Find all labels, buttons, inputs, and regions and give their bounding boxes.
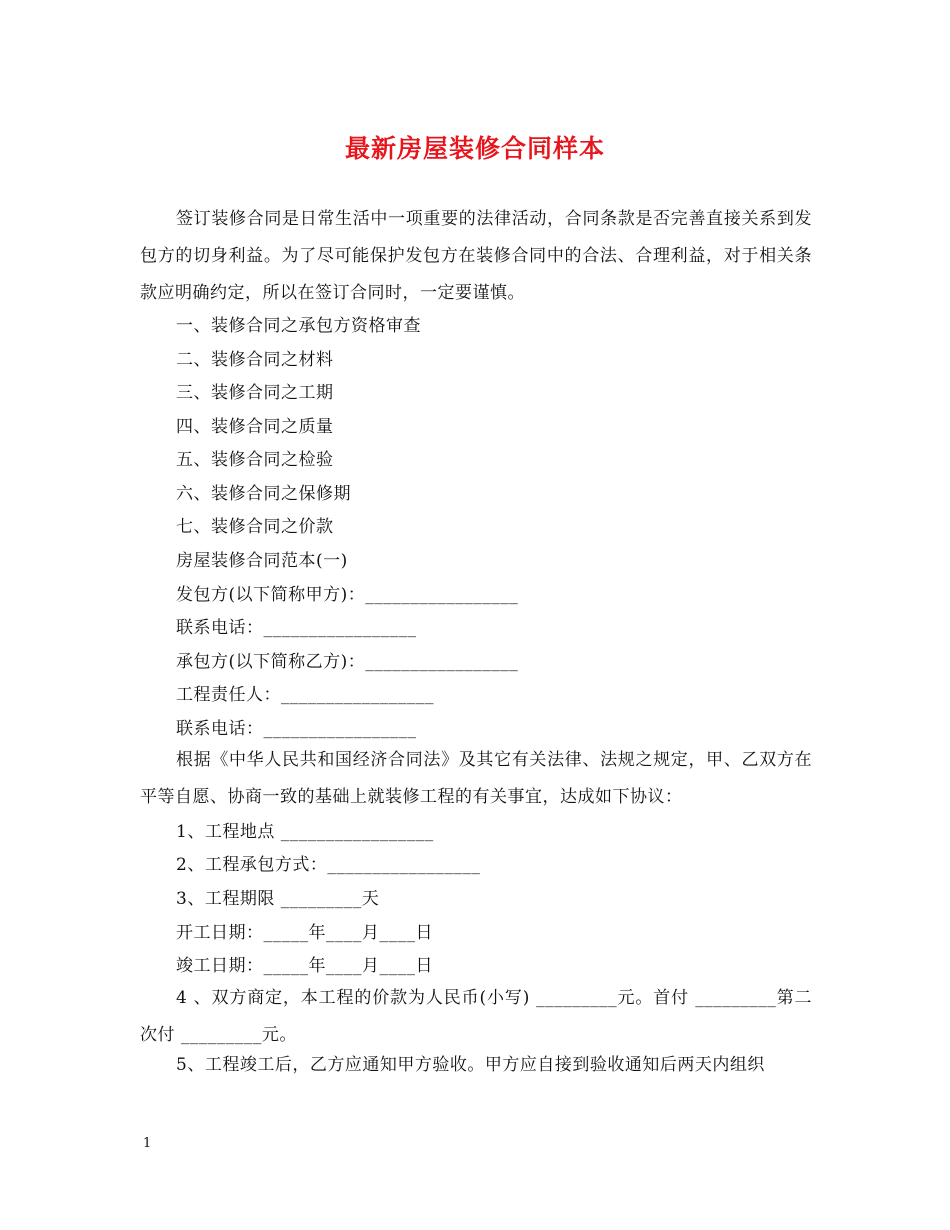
sample-title: 房屋装修合同范本(一) bbox=[176, 551, 348, 571]
clause-2: 2、工程承包方式：_________________ bbox=[176, 855, 481, 875]
party-a-field: 发包方(以下简称甲方)：_________________ bbox=[176, 585, 519, 605]
clause-4-paragraph: 4 、双方商定，本工程的价款为人民币(小写) _________元。首付 _________第二次付 _________元。 bbox=[140, 988, 812, 1045]
toc-item-6: 六、装修合同之保修期 bbox=[176, 484, 351, 504]
clause-3: 3、工程期限 _________天 bbox=[176, 889, 380, 909]
end-date-field: 竣工日期：_____年____月____日 bbox=[176, 956, 433, 976]
page-number: 1 bbox=[143, 1136, 152, 1151]
phone-a-field: 联系电话：_________________ bbox=[176, 618, 417, 638]
toc-item-1: 一、装修合同之承包方资格审查 bbox=[176, 316, 421, 336]
start-date-field: 开工日期：_____年____月____日 bbox=[176, 923, 433, 943]
preamble-paragraph: 根据《中华人民共和国经济合同法》及其它有关法律、法规之规定，甲、乙双方在平等自愿、协商一致的基础上就装修工程的有关事宜，达成如下协议： bbox=[140, 750, 812, 807]
engineer-field: 工程责任人：_________________ bbox=[176, 685, 434, 705]
clause-1: 1、工程地点 _________________ bbox=[176, 822, 434, 842]
toc-item-4: 四、装修合同之质量 bbox=[176, 417, 334, 437]
clause-5-paragraph: 5、工程竣工后，乙方应通知甲方验收。甲方应自接到验收通知后两天内组织 bbox=[176, 1055, 765, 1075]
intro-paragraph: 签订装修合同是日常生活中一项重要的法律活动，合同条款是否完善直接关系到发包方的切身利益。为了尽可能保护发包方在装修合同中的合法、合理利益，对于相关条款应明确约定，所以在签订合同时，一定要谨慎。 bbox=[140, 209, 812, 303]
toc-item-7: 七、装修合同之价款 bbox=[176, 517, 334, 537]
party-b-field: 承包方(以下简称乙方)：_________________ bbox=[176, 652, 519, 672]
phone-b-field: 联系电话：_________________ bbox=[176, 719, 417, 739]
toc-item-2: 二、装修合同之材料 bbox=[176, 350, 334, 370]
toc-item-5: 五、装修合同之检验 bbox=[176, 450, 334, 470]
toc-item-3: 三、装修合同之工期 bbox=[176, 383, 334, 403]
document-title: 最新房屋装修合同样本 bbox=[344, 134, 605, 163]
